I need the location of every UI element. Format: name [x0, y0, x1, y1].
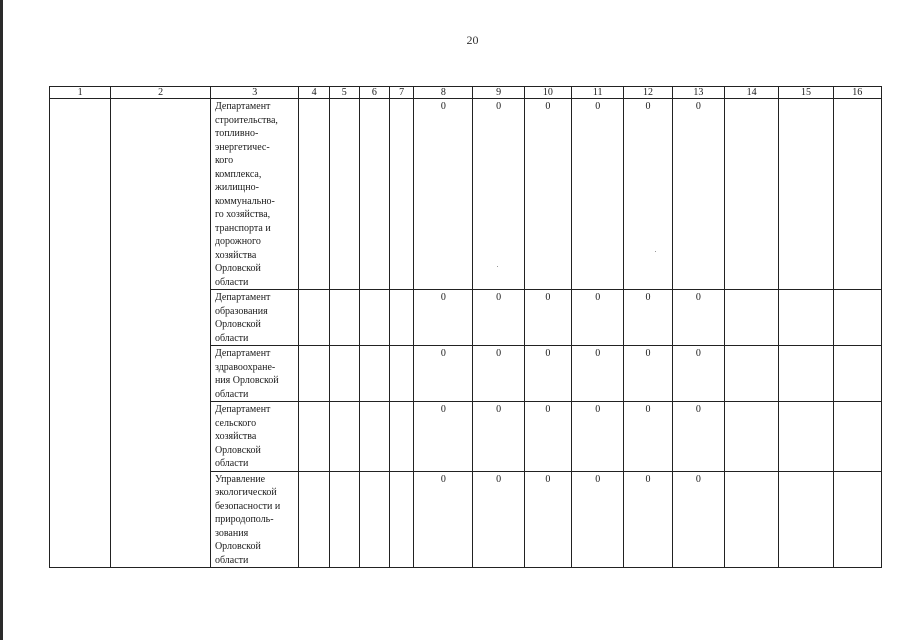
department-name-line: топливно-: [214, 128, 259, 139]
department-name-line: зования: [214, 527, 249, 539]
department-cell: [210, 402, 299, 472]
value-cell: 0: [524, 471, 571, 568]
column-header: 16: [833, 87, 881, 99]
department-name-line: Орловской: [214, 444, 261, 456]
empty-cell: [329, 471, 359, 568]
value-cell: 0: [524, 290, 571, 346]
empty-cell: [299, 346, 329, 402]
empty-cell: [833, 402, 881, 472]
scan-speck: [655, 251, 656, 252]
column-header: 14: [724, 87, 778, 99]
table-body: [50, 87, 882, 568]
empty-cell: [724, 471, 778, 568]
empty-cell: [779, 346, 833, 402]
department-name-line: Департамент: [214, 404, 271, 415]
value-cell: 0: [624, 471, 672, 568]
department-name-line: образования: [214, 305, 268, 317]
empty-cell: [299, 471, 329, 568]
department-cell: [210, 99, 299, 290]
department-name-line: экологической: [214, 487, 277, 498]
value-cell: 0: [524, 346, 571, 402]
value-cell: 0: [624, 346, 672, 402]
column-header: 13: [672, 87, 724, 99]
value-cell: 0: [672, 346, 724, 402]
value-cell: 0: [672, 402, 724, 472]
empty-cell: [779, 471, 833, 568]
department-cell: [210, 346, 299, 402]
value-cell: 0: [624, 290, 672, 346]
column-header: 3: [210, 87, 299, 99]
value-cell: 0: [524, 402, 571, 472]
value-cell: 0: [572, 402, 624, 472]
value-cell: 0: [624, 402, 672, 472]
column-header: 9: [473, 87, 524, 99]
value-cell: 0: [572, 346, 624, 402]
empty-cell: [390, 346, 414, 402]
data-table: [49, 86, 882, 568]
empty-cell: [833, 290, 881, 346]
department-name-line: коммунально-: [214, 195, 275, 207]
value-cell: 0: [414, 402, 473, 472]
empty-cell: [833, 346, 881, 402]
column-header: 8: [414, 87, 473, 99]
department-name-line: транспорта и: [214, 222, 271, 234]
department-name-line: области: [214, 388, 249, 400]
department-name-line: Орловской: [214, 263, 261, 274]
column-header: 11: [572, 87, 624, 99]
department-cell: [210, 471, 299, 568]
department-name-line: области: [214, 458, 249, 469]
value-cell: 0: [473, 346, 524, 402]
column-2-cell: [111, 99, 211, 568]
department-name-line: Департамент: [214, 348, 271, 359]
empty-cell: [724, 402, 778, 472]
empty-cell: [779, 402, 833, 472]
value-cell: 0: [414, 290, 473, 346]
column-header: 12: [624, 87, 672, 99]
empty-cell: [724, 99, 778, 290]
department-name-line: комплекса,: [214, 168, 262, 180]
department-name-line: хозяйства: [214, 431, 257, 442]
value-cell: 0: [572, 471, 624, 568]
department-name-line: Управление: [214, 473, 266, 485]
column-header: 6: [359, 87, 389, 99]
empty-cell: [390, 402, 414, 472]
value-cell: 0: [414, 99, 473, 290]
value-cell: 0: [624, 99, 672, 290]
empty-cell: [390, 471, 414, 568]
value-cell: 0: [672, 290, 724, 346]
department-name-line: Орловской: [214, 319, 261, 330]
value-cell: 0: [414, 346, 473, 402]
empty-cell: [779, 99, 833, 290]
value-cell: 0: [473, 290, 524, 346]
column-header: 5: [329, 87, 359, 99]
department-name-line: го хозяйства,: [214, 209, 271, 220]
empty-cell: [329, 99, 359, 290]
page-number: 20: [466, 33, 479, 47]
value-cell: 0: [414, 471, 473, 568]
department-name-line: Департамент: [214, 292, 271, 303]
value-cell: 0: [473, 402, 524, 472]
department-name-line: Департамент: [214, 101, 271, 112]
value-cell: 0: [473, 99, 524, 290]
scan-speck: [497, 266, 498, 267]
column-header: 7: [390, 87, 414, 99]
department-name-line: энергетичес-: [214, 141, 270, 153]
department-name-line: безопасности и: [214, 500, 281, 512]
value-cell: 0: [572, 99, 624, 290]
empty-cell: [779, 290, 833, 346]
empty-cell: [833, 99, 881, 290]
department-name-line: области: [214, 554, 249, 566]
column-header: 10: [524, 87, 571, 99]
empty-cell: [329, 290, 359, 346]
empty-cell: [359, 99, 389, 290]
department-name-line: здравоохране-: [214, 361, 276, 373]
empty-cell: [390, 290, 414, 346]
table-row: [50, 99, 882, 290]
department-name-line: области: [214, 332, 249, 344]
value-cell: 0: [672, 471, 724, 568]
empty-cell: [359, 471, 389, 568]
empty-cell: [833, 471, 881, 568]
value-cell: 0: [524, 99, 571, 290]
department-name-line: кого: [214, 155, 234, 166]
column-header: 1: [50, 87, 111, 99]
empty-cell: [724, 290, 778, 346]
column-header: 2: [111, 87, 211, 99]
department-name-line: дорожного: [214, 236, 261, 247]
empty-cell: [359, 290, 389, 346]
department-name-line: жилищно-: [214, 182, 259, 193]
table-header-row: [50, 87, 882, 99]
department-cell: [210, 290, 299, 346]
department-name-line: области: [214, 276, 249, 288]
value-cell: 0: [572, 290, 624, 346]
department-name-line: строительства,: [214, 114, 278, 126]
column-header: 15: [779, 87, 833, 99]
empty-cell: [329, 402, 359, 472]
department-name-line: ния Орловской: [214, 375, 279, 386]
empty-cell: [359, 346, 389, 402]
department-name-line: природополь-: [214, 514, 274, 525]
value-cell: 0: [473, 471, 524, 568]
empty-cell: [329, 346, 359, 402]
column-1-cell: [50, 99, 111, 568]
department-name-line: Орловской: [214, 541, 261, 552]
empty-cell: [390, 99, 414, 290]
empty-cell: [724, 346, 778, 402]
empty-cell: [359, 402, 389, 472]
department-name-line: хозяйства: [214, 249, 257, 261]
empty-cell: [299, 290, 329, 346]
empty-cell: [299, 402, 329, 472]
column-header: 4: [299, 87, 329, 99]
value-cell: 0: [672, 99, 724, 290]
department-name-line: сельского: [214, 417, 257, 429]
scan-left-edge: [0, 0, 3, 640]
empty-cell: [299, 99, 329, 290]
